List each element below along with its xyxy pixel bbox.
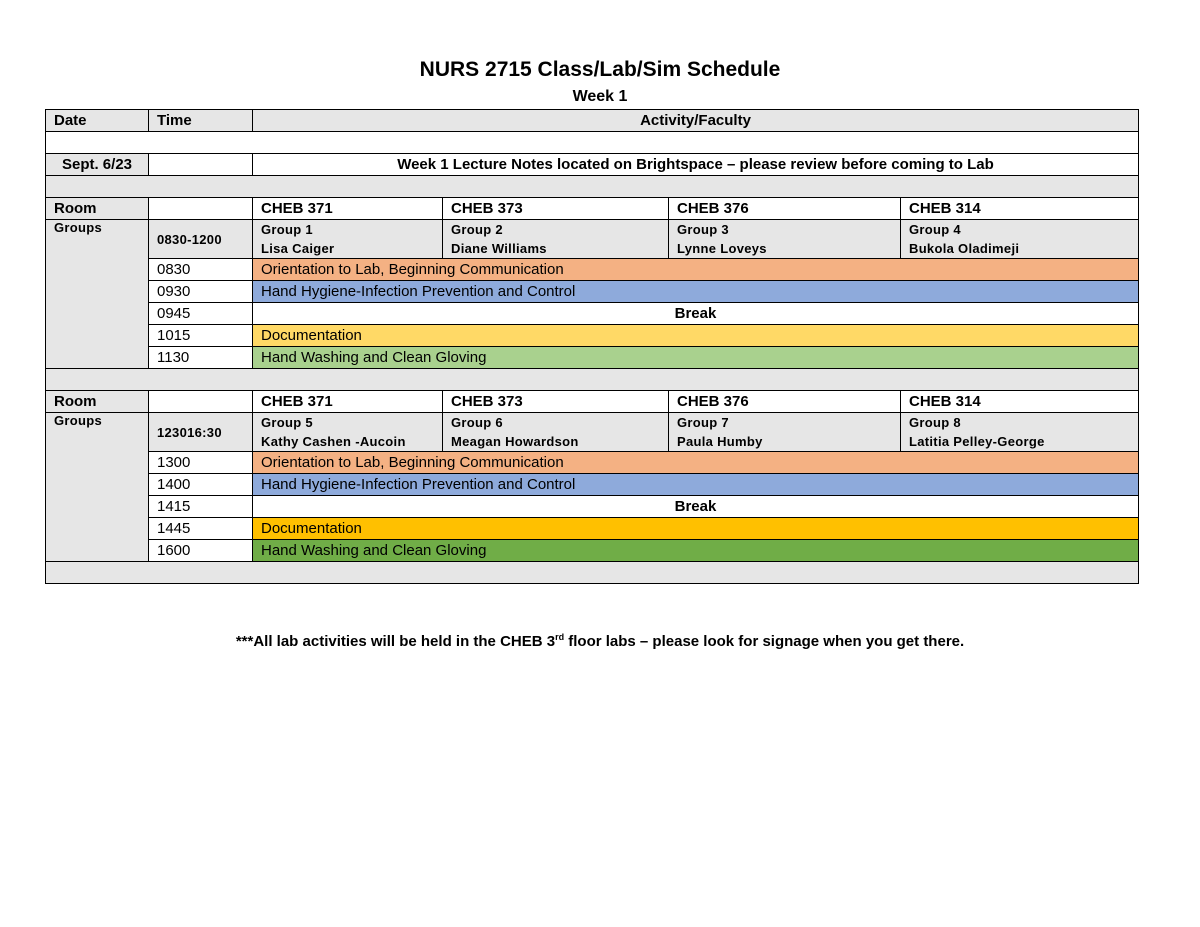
group-cell: Group 2 Diane Williams [443, 220, 669, 259]
activity-time: 1415 [149, 496, 253, 518]
room-row [46, 391, 1139, 413]
activity-label: Break [253, 496, 1139, 518]
activity-label: Hand Hygiene-Infection Prevention and Control [253, 281, 1139, 303]
groups-label: Groups [46, 220, 149, 369]
groups-row [46, 220, 1139, 259]
activity-time: 1300 [149, 452, 253, 474]
header-activity: Activity/Faculty [253, 110, 1139, 132]
date-row [46, 154, 1139, 176]
activity-row [46, 281, 1139, 303]
activity-row [46, 474, 1139, 496]
room-cheb-373: CHEB 373 [443, 198, 669, 220]
time-range: 123016:30 [149, 413, 253, 452]
room-row [46, 198, 1139, 220]
spacer-row [46, 369, 1139, 391]
activity-label: Hand Hygiene-Infection Prevention and Control [253, 474, 1139, 496]
activity-row [46, 496, 1139, 518]
group-cell: Group 1 Lisa Caiger [253, 220, 443, 259]
activity-time: 0945 [149, 303, 253, 325]
room-cheb-376: CHEB 376 [669, 391, 901, 413]
group-cell: Group 6 Meagan Howardson [443, 413, 669, 452]
room-cheb-373: CHEB 373 [443, 391, 669, 413]
room-label: Room [46, 391, 149, 413]
activity-label: Break [253, 303, 1139, 325]
activity-label: Documentation [253, 325, 1139, 347]
activity-label: Orientation to Lab, Beginning Communication [253, 452, 1139, 474]
activity-label: Hand Washing and Clean Gloving [253, 347, 1139, 369]
activity-time: 1445 [149, 518, 253, 540]
blank-row [46, 132, 1139, 154]
header-date: Date [46, 110, 149, 132]
activity-row [46, 325, 1139, 347]
groups-label: Groups [46, 413, 149, 562]
time-range: 0830-1200 [149, 220, 253, 259]
activity-time: 0830 [149, 259, 253, 281]
room-cheb-314: CHEB 314 [901, 198, 1139, 220]
room-cheb-371: CHEB 371 [253, 391, 443, 413]
activity-row [46, 540, 1139, 562]
lecture-note: Week 1 Lecture Notes located on Brightspace – please review before coming to Lab [253, 154, 1139, 176]
activity-time: 1400 [149, 474, 253, 496]
date-cell: Sept. 6/23 [46, 154, 149, 176]
group-cell: Group 5 Kathy Cashen -Aucoin [253, 413, 443, 452]
activity-label: Orientation to Lab, Beginning Communication [253, 259, 1139, 281]
activity-label: Hand Washing and Clean Gloving [253, 540, 1139, 562]
groups-row [46, 413, 1139, 452]
spacer-row [46, 176, 1139, 198]
activity-time: 0930 [149, 281, 253, 303]
spacer-row [46, 562, 1139, 584]
group-cell: Group 7 Paula Humby [669, 413, 901, 452]
activity-label: Documentation [253, 518, 1139, 540]
group-cell: Group 4 Bukola Oladimeji [901, 220, 1139, 259]
activity-row [46, 259, 1139, 281]
room-cheb-371: CHEB 371 [253, 198, 443, 220]
room-cheb-314: CHEB 314 [901, 391, 1139, 413]
page-subtitle: Week 1 [572, 88, 628, 105]
footer-note: ***All lab activities will be held in the CHEB 3rd floor labs – please look for signage when you get there. [235, 632, 965, 650]
activity-row [46, 347, 1139, 369]
room-label: Room [46, 198, 149, 220]
activity-time: 1015 [149, 325, 253, 347]
header-time: Time [149, 110, 253, 132]
room-cheb-376: CHEB 376 [669, 198, 901, 220]
activity-row [46, 303, 1139, 325]
header-row [46, 110, 1139, 132]
group-cell: Group 8 Latitia Pelley-George [901, 413, 1139, 452]
activity-time: 1130 [149, 347, 253, 369]
schedule-table [45, 109, 1139, 584]
group-cell: Group 3 Lynne Loveys [669, 220, 901, 259]
activity-row [46, 518, 1139, 540]
activity-time: 1600 [149, 540, 253, 562]
page-title: NURS 2715 Class/Lab/Sim Schedule [419, 58, 781, 81]
activity-row [46, 452, 1139, 474]
